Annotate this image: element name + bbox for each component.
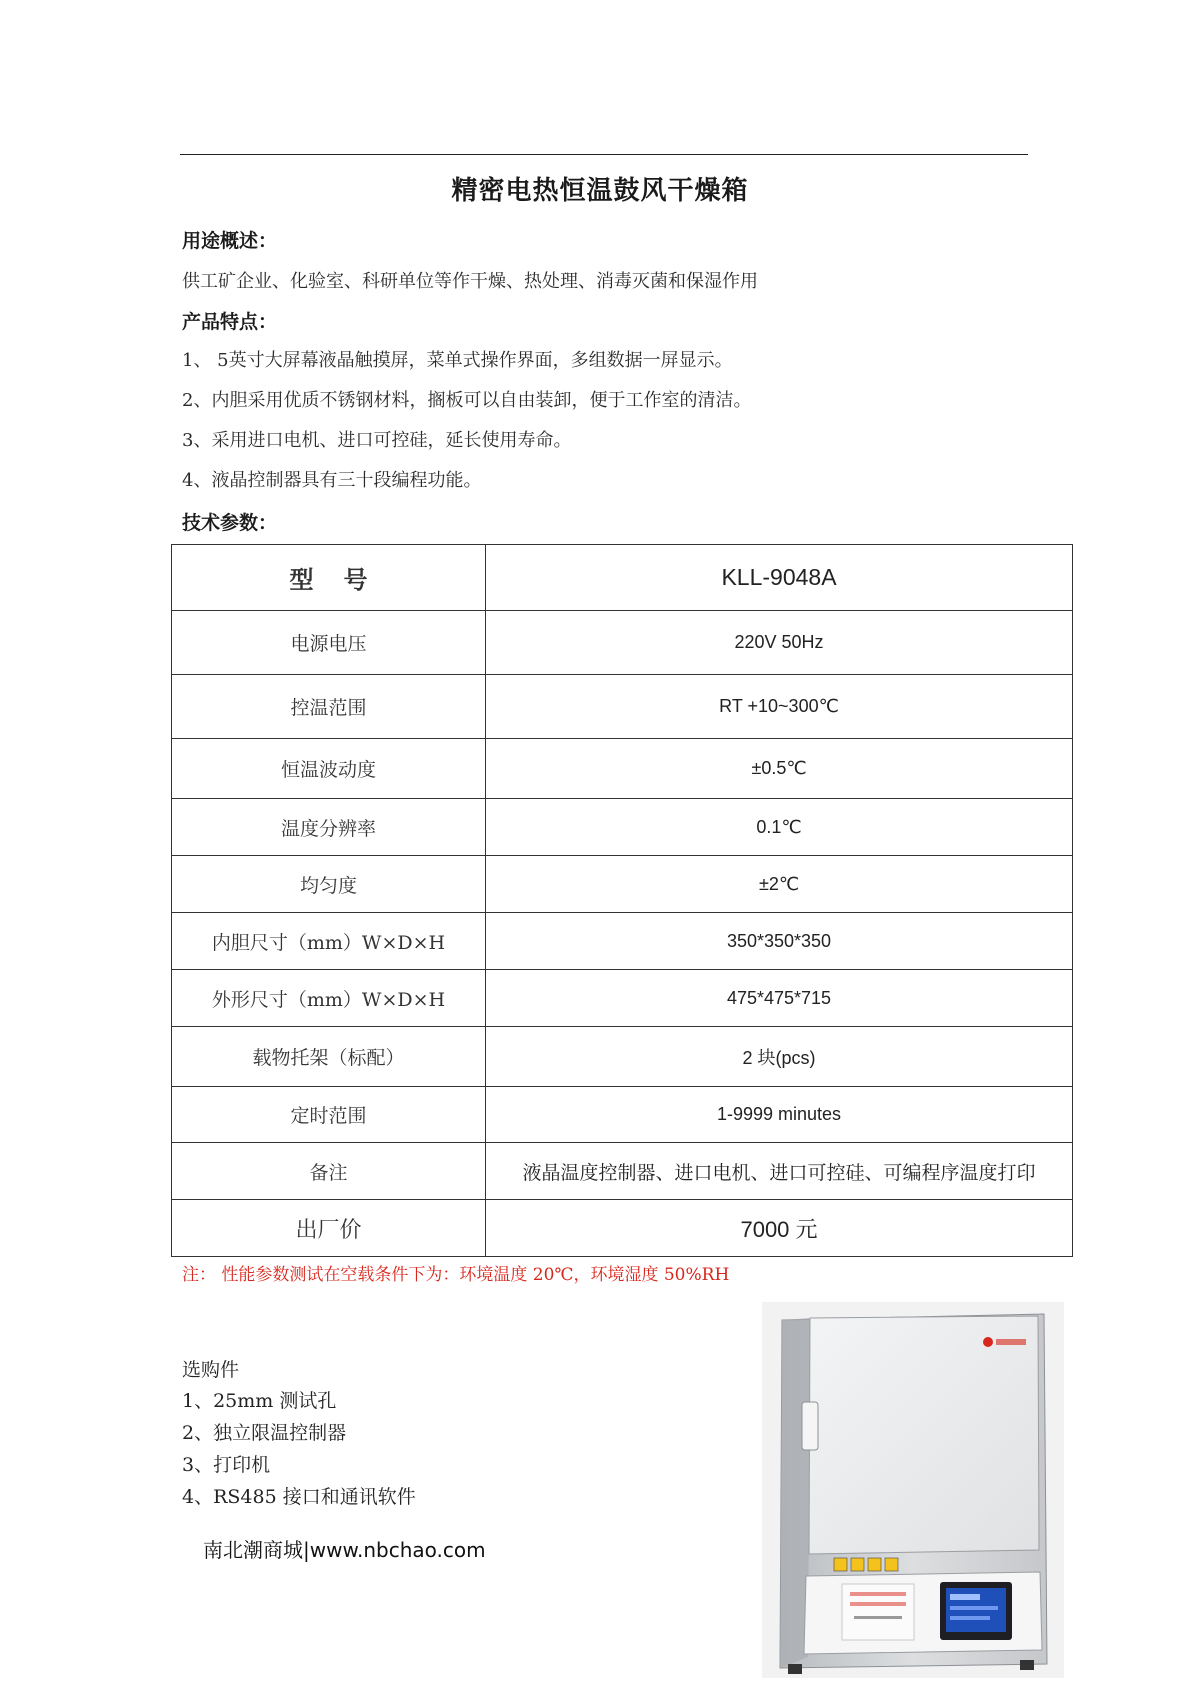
feature-item-1: 1、 5英寸大屏幕液晶触摸屏，菜单式操作界面，多组数据一屏显示。 (182, 350, 733, 371)
spec-value: ±0.5℃ (486, 739, 1073, 799)
page-title: 精密电热恒温鼓风干燥箱 (451, 176, 749, 206)
features-heading: 产品特点： (182, 311, 278, 333)
table-row (172, 970, 1073, 1027)
footer-site-link[interactable]: 南北潮商城|www.nbchao.com (203, 1538, 486, 1562)
spec-value: 2 块(pcs) (486, 1027, 1073, 1087)
table-row (172, 1087, 1073, 1143)
table-row (172, 913, 1073, 970)
option-item-1: 1、25mm 测试孔 (182, 1390, 337, 1412)
table-row (172, 799, 1073, 856)
spec-value: ±2℃ (486, 856, 1073, 913)
spec-label: 恒温波动度 (172, 739, 486, 799)
table-row (172, 611, 1073, 675)
option-item-4: 4、RS485 接口和通讯软件 (182, 1486, 416, 1508)
spec-label: 内胆尺寸（mm）W×D×H (172, 913, 486, 970)
spec-label: 控温范围 (172, 675, 486, 739)
table-row (172, 1027, 1073, 1087)
spec-table (171, 544, 1073, 1257)
header-rule (180, 154, 1028, 155)
option-item-2: 2、独立限温控制器 (182, 1422, 347, 1444)
table-row (172, 856, 1073, 913)
usage-text: 供工矿企业、化验室、科研单位等作干燥、热处理、消毒灭菌和保湿作用 (182, 271, 758, 292)
spec-value: 1-9999 minutes (486, 1087, 1073, 1143)
spec-label: 载物托架（标配） (172, 1027, 486, 1087)
spec-label: 外形尺寸（mm）W×D×H (172, 970, 486, 1027)
option-item-3: 3、打印机 (182, 1454, 271, 1476)
spec-value: 350*350*350 (486, 913, 1073, 970)
table-row (172, 739, 1073, 799)
spec-label: 定时范围 (172, 1087, 486, 1143)
spec-value: 0.1℃ (486, 799, 1073, 856)
spec-label: 备注 (172, 1143, 486, 1200)
feature-item-2: 2、内胆采用优质不锈钢材料，搁板可以自由装卸，便于工作室的清洁。 (182, 390, 752, 411)
table-row (172, 545, 1073, 611)
usage-heading: 用途概述： (182, 230, 278, 252)
options-heading: 选购件 (182, 1359, 240, 1381)
drying-oven-product-image (762, 1302, 1064, 1678)
spec-value: KLL-9048A (486, 545, 1073, 611)
feature-item-3: 3、采用进口电机、进口可控硅，延长使用寿命。 (182, 430, 572, 451)
spec-label: 温度分辨率 (172, 799, 486, 856)
table-row (172, 675, 1073, 739)
specs-heading: 技术参数： (182, 512, 278, 534)
spec-value: 475*475*715 (486, 970, 1073, 1027)
spec-value: RT +10~300℃ (486, 675, 1073, 739)
spec-value: 7000 元 (486, 1200, 1073, 1257)
spec-value: 液晶温度控制器、进口电机、进口可控硅、可编程序温度打印 (486, 1143, 1073, 1200)
spec-label: 均匀度 (172, 856, 486, 913)
table-row (172, 1200, 1073, 1257)
table-row (172, 1143, 1073, 1200)
spec-label: 型号 (172, 545, 486, 611)
feature-item-4: 4、液晶控制器具有三十段编程功能。 (182, 470, 482, 491)
spec-label: 出厂价 (172, 1200, 486, 1257)
test-condition-note: 注： 性能参数测试在空载条件下为：环境温度 20℃，环境湿度 50%RH (182, 1265, 730, 1285)
spec-value: 220V 50Hz (486, 611, 1073, 675)
spec-label: 电源电压 (172, 611, 486, 675)
